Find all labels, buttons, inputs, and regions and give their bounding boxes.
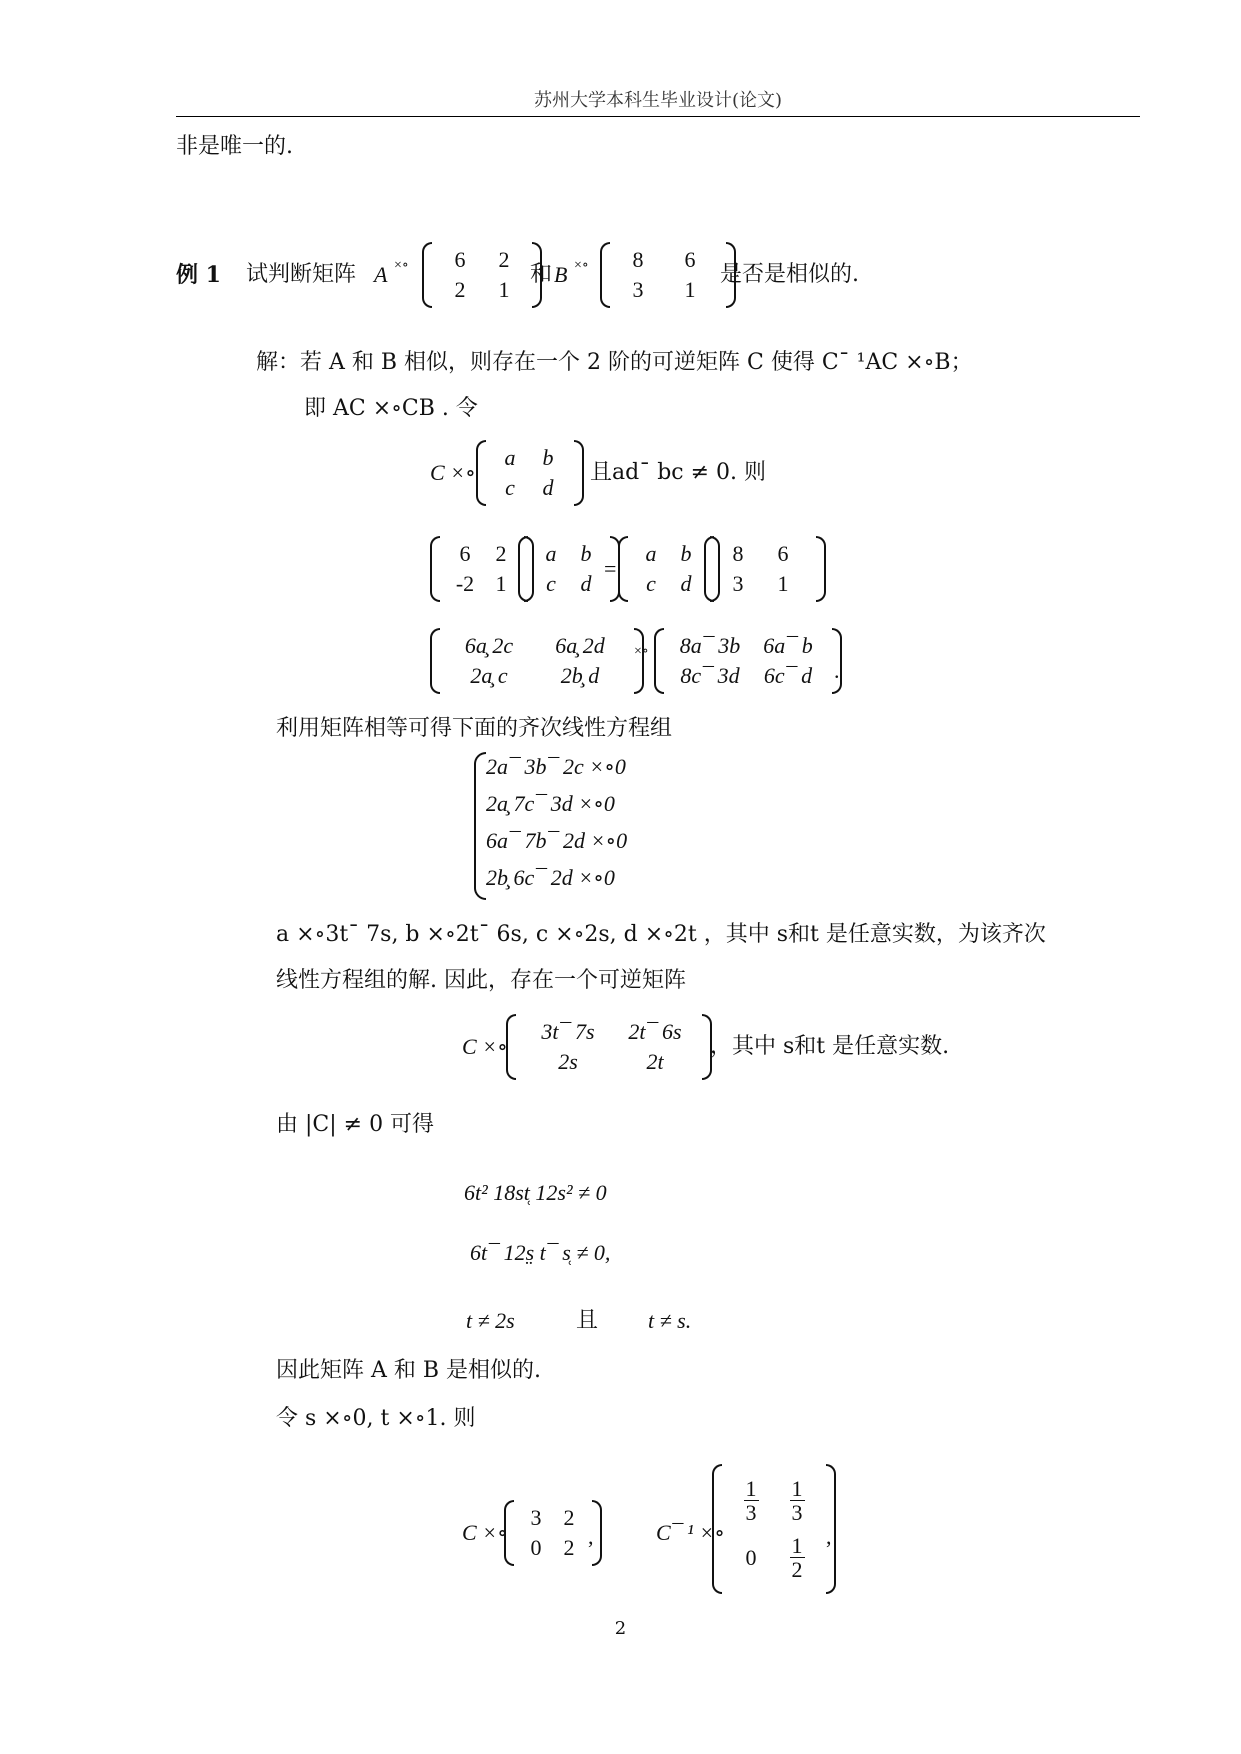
matrix-c — [476, 440, 584, 506]
matrix-cell: 6a̧ 2c — [464, 633, 514, 658]
matrix-cell: 8 — [732, 541, 744, 566]
matrix-cell: 1 — [495, 571, 507, 596]
matrix-cell: 3 — [530, 1505, 542, 1530]
solution-line-2: 即 AC ×∘CB . 令 — [304, 396, 478, 421]
comma: , — [826, 1524, 832, 1549]
matrix-cell: 2a̧ c — [470, 663, 508, 688]
solution-line-5: 线性方程组的解. 因此，存在一个可逆矩阵 — [276, 968, 686, 993]
left-paren — [506, 1014, 516, 1080]
matrix-cell: b — [580, 541, 592, 566]
left-paren — [504, 1500, 514, 1566]
c-condition: 且ad¯ bc ≠ 0. 则 — [590, 460, 767, 485]
left-paren — [430, 628, 440, 694]
fraction-numerator: 1 — [791, 1533, 803, 1558]
matrix-cell: 6c¯ d — [763, 663, 813, 688]
matrix-cell: 1 — [777, 571, 789, 596]
matrix-cell: 0 — [745, 1544, 757, 1570]
matrix-a — [422, 242, 542, 308]
matrix-cell: d — [680, 571, 692, 596]
result-matrix-left — [430, 628, 644, 694]
symbol-b: B — [554, 262, 568, 287]
matrix-cell: 1 — [498, 277, 510, 302]
matrix-cell: 8c¯ 3d — [680, 663, 740, 688]
c2-tail: ，其中 s和t 是任意实数. — [710, 1034, 950, 1059]
continuation-text: 非是唯一的. — [176, 134, 293, 159]
matrix-cell: -2 — [455, 571, 475, 596]
period: . — [834, 658, 840, 683]
system-eq-4: 2b̧ 6c¯ 2d ×∘0 — [486, 865, 615, 890]
equals-glyph: ×∘ — [634, 644, 649, 659]
matrix-cell: 8a¯ 3b — [679, 633, 741, 658]
inequality-3-and: 且 — [576, 1308, 599, 1333]
fraction-numerator: 1 — [791, 1475, 803, 1501]
matrix-cell: c — [505, 475, 515, 500]
comma: , — [588, 1524, 594, 1549]
matrix-cell: c — [646, 571, 656, 596]
inequality-3a: t ≠ 2s — [466, 1308, 515, 1333]
solution-line-3: 利用矩阵相等可得下面的齐次线性方程组 — [276, 716, 673, 741]
matrix-b-right — [704, 536, 826, 602]
matrix-cell: 2t — [646, 1049, 664, 1074]
matrix-cell: 6 — [459, 541, 471, 566]
matrix-cell: c — [546, 571, 556, 596]
example-label: 例 1 — [176, 262, 221, 288]
matrix-cell: 2 — [563, 1505, 575, 1530]
c-definition: C ×∘ — [430, 460, 476, 485]
c2-definition: C ×∘ — [462, 1034, 508, 1059]
equals-sign: = — [604, 556, 617, 581]
fraction-denominator: 3 — [791, 1499, 803, 1525]
result-matrix-right — [654, 628, 842, 694]
left-paren — [600, 242, 610, 308]
matrix-cell: 2t¯ 6s — [628, 1019, 682, 1044]
example-tail: 是否是相似的. — [720, 262, 859, 287]
solution-line-6: 由 |C| ≠ 0 可得 — [276, 1112, 435, 1137]
fraction-numerator: 1 — [745, 1475, 757, 1501]
inequality-3c: t ≠ s. — [648, 1308, 692, 1333]
fraction-denominator: 3 — [745, 1499, 757, 1525]
matrix-cell: b — [542, 445, 554, 470]
and-text: 和 — [530, 262, 553, 287]
example-intro: 试判断矩阵 — [246, 262, 357, 287]
matrix-cell: 6a¯ b — [763, 633, 813, 658]
solution-line-4: a ×∘3t¯ 7s, b ×∘2t¯ 6s, c ×∘2s, d ×∘2t ，其中 s和t 是任意实数，为该齐次 — [276, 922, 1046, 947]
matrix-cell: a — [645, 541, 657, 566]
matrix-cell: 6a̧ 2d — [555, 633, 605, 658]
solution-line-1: 解：若 A 和 B 相似，则存在一个 2 阶的可逆矩阵 C 使得 C¯ ¹AC ×∘B； — [256, 350, 973, 375]
fraction — [774, 1477, 820, 1524]
inequality-1: 6t² 18st̜ 12s² ≠ 0 — [464, 1180, 607, 1205]
solution-line-8: 令 s ×∘0, t ×∘1. 则 — [276, 1406, 476, 1431]
matrix-cell: 1 — [684, 277, 696, 302]
left-paren — [712, 1464, 722, 1594]
matrix-cell: 2b̧ d — [560, 663, 600, 688]
right-paren — [592, 1500, 602, 1566]
matrix-b — [600, 242, 736, 308]
left-paren — [422, 242, 432, 308]
inequality-2: 6t¯ 12s̤ t¯ s̜ ≠ 0, — [470, 1240, 611, 1265]
matrix-c-inverse — [712, 1464, 836, 1594]
matrix-cell: 2 — [495, 541, 507, 566]
matrix-c2 — [506, 1014, 712, 1080]
c3-definition: C ×∘ — [462, 1520, 508, 1545]
matrix-cell: 0 — [530, 1535, 542, 1560]
matrix-cell: d — [580, 571, 592, 596]
solution-line-7: 因此矩阵 A 和 B 是相似的. — [276, 1358, 542, 1383]
c-inverse-definition: C¯ ¹ ×∘ — [656, 1520, 725, 1545]
right-paren — [634, 628, 644, 694]
matrix-cell: 6 — [454, 247, 466, 272]
left-paren — [654, 628, 664, 694]
fraction — [774, 1534, 820, 1581]
system-eq-2: 2a̧ 7c¯ 3d ×∘0 — [486, 791, 615, 816]
matrix-cell: 6 — [684, 247, 696, 272]
matrix-cell: 6 — [777, 541, 789, 566]
matrix-cell: 2s — [558, 1049, 578, 1074]
matrix-cell: a — [545, 541, 557, 566]
matrix-cell: b — [680, 541, 692, 566]
system-eq-3: 6a¯ 7b¯ 2d ×∘0 — [486, 828, 628, 853]
matrix-cell: 3 — [732, 571, 744, 596]
page-number: 2 — [614, 1618, 627, 1639]
equals-glyph: ×∘ — [574, 258, 589, 273]
equals-glyph: ×∘ — [394, 258, 409, 273]
page-header: 苏州大学本科生毕业设计(论文) — [176, 86, 1140, 117]
system-brace — [474, 752, 486, 900]
matrix-cell: 8 — [632, 247, 644, 272]
symbol-a: A — [374, 262, 388, 287]
left-paren — [476, 440, 486, 506]
matrix-cell: a — [504, 445, 516, 470]
left-paren — [430, 536, 440, 602]
left-paren — [704, 536, 714, 602]
system-eq-1: 2a¯ 3b¯ 2c ×∘0 — [486, 754, 626, 779]
matrix-cell: 2 — [498, 247, 510, 272]
right-paren — [816, 536, 826, 602]
matrix-cell: 3t¯ 7s — [541, 1019, 595, 1044]
matrix-cell: 2 — [454, 277, 466, 302]
matrix-cell: 3 — [632, 277, 644, 302]
matrix-cell: 2 — [563, 1535, 575, 1560]
left-paren — [618, 536, 628, 602]
matrix-cell: d — [542, 475, 554, 500]
right-paren — [574, 440, 584, 506]
left-paren — [518, 536, 528, 602]
fraction — [728, 1477, 774, 1524]
fraction-denominator: 2 — [791, 1557, 803, 1583]
